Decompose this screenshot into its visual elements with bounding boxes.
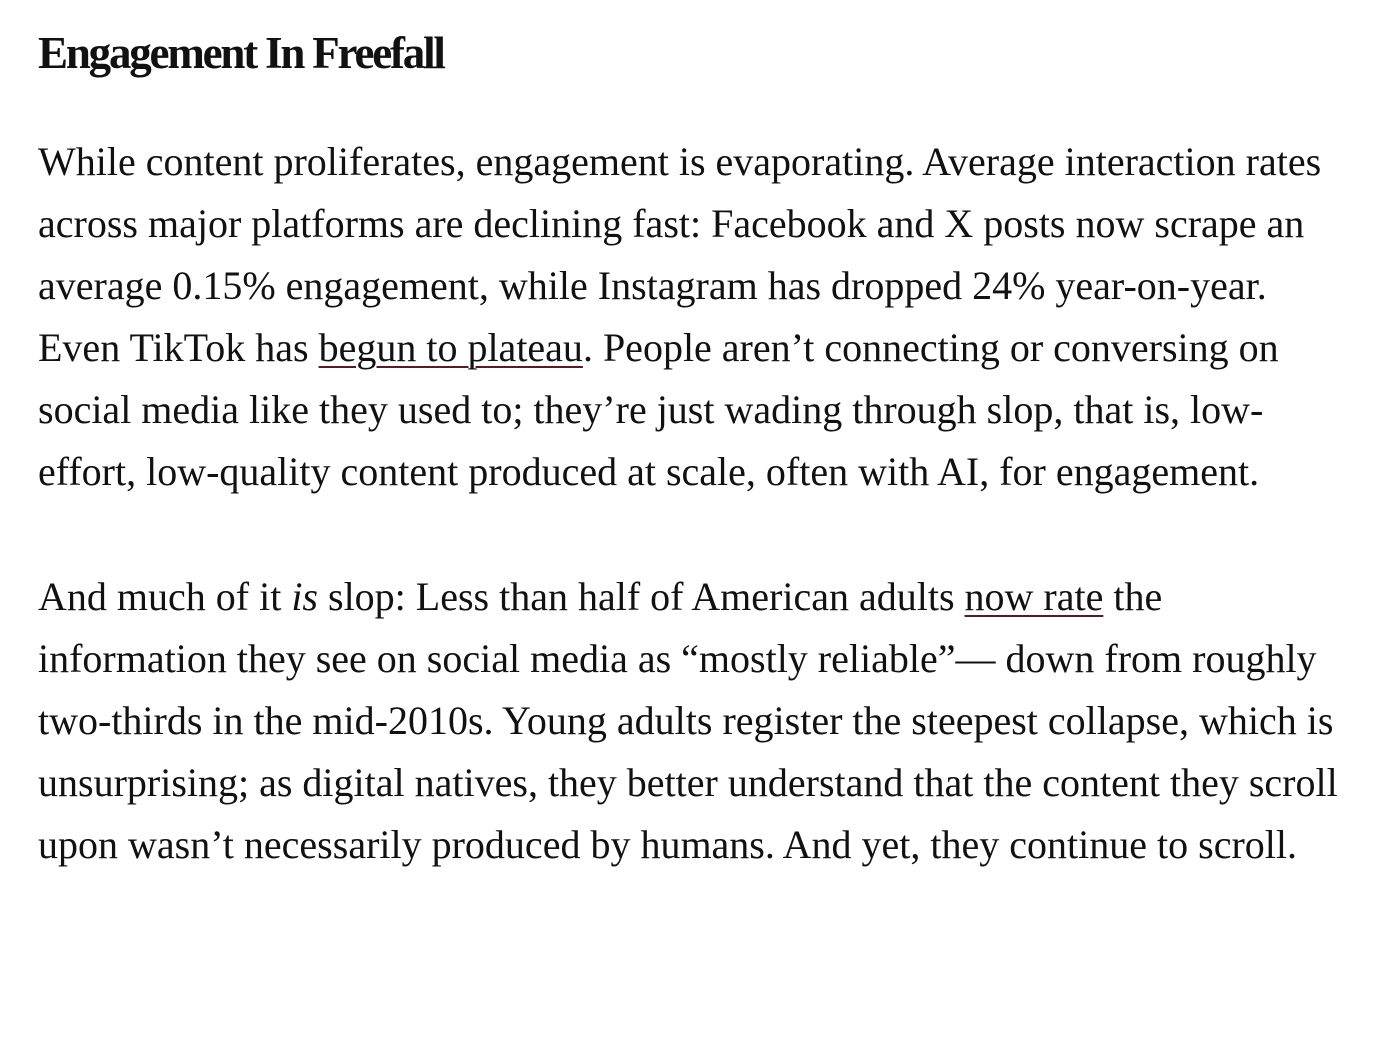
paragraph-engagement [38, 131, 1348, 503]
link-begun-to-plateau[interactable]: begun to plateau [318, 325, 583, 370]
section-heading: Engagement In Freefall [38, 28, 444, 78]
paragraph-slop [38, 566, 1348, 876]
paragraph-text: the information they see on social media as “mostly reliable”— down from roughly two-thirds in the mid-2010s. Young adults register the steepest collapse, which is unsurprising; as digital natives, they better understand that the content they scroll upon wasn’t necessarily produced by humans. And yet, they continue to scroll. [38, 574, 1338, 867]
paragraph-text: And much of it [38, 574, 292, 619]
link-now-rate[interactable]: now rate [964, 574, 1104, 619]
paragraph-text: slop: Less than half of American adults [318, 574, 965, 619]
paragraph-text: While content proliferates, engagement is evaporating. Average interaction rates across major platforms are declining fast: Facebook and X posts now scrape an average 0.15% engagement, while Instagram has dropped 24% year-on-year. Even TikTok has [38, 139, 1322, 370]
article [38, 0, 1348, 876]
emphasis-is: is [291, 574, 318, 619]
paragraph-text: . People aren’t connecting or conversing on social media like they used to; they’re just wading through slop, that is, low-effort, low-quality content produced at scale, often with AI, for engagement. [38, 325, 1279, 494]
